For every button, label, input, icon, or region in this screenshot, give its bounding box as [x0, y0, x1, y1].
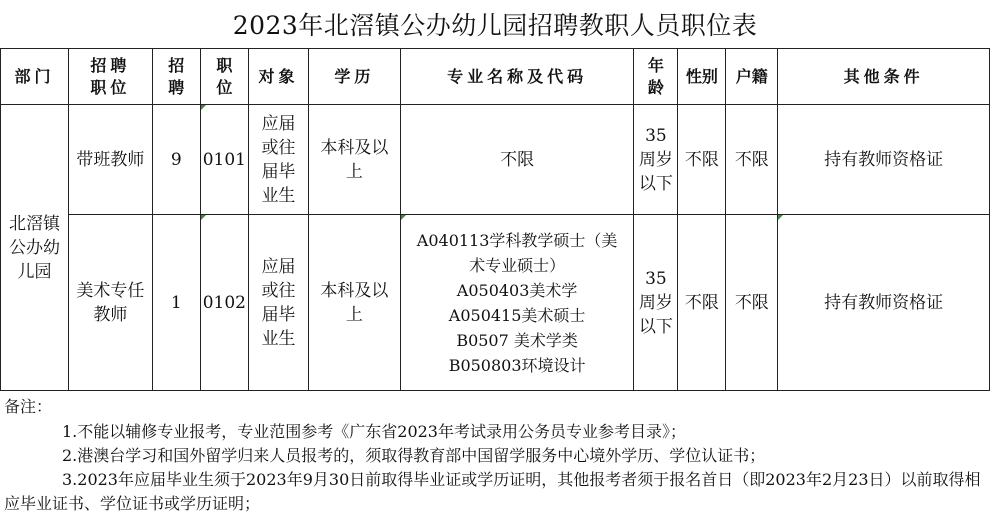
code-cell: 0102: [200, 215, 248, 391]
department-cell: 北滘镇 公办幼 儿园: [1, 105, 69, 391]
note-item: 2.港澳台学习和国外留学归来人员报考的，须取得教育部中国留学服务中心境外学历、学位认证书；: [62, 446, 766, 465]
header-age: 年 龄: [634, 49, 678, 105]
other-cell: 持有教师资格证: [778, 215, 990, 391]
header-count: 招 聘: [152, 49, 200, 105]
other-cell: 持有教师资格证: [778, 105, 990, 215]
edu-cell: 本科及以 上: [308, 105, 400, 215]
huji-cell: 不限: [726, 105, 778, 215]
header-row: [1, 49, 990, 105]
post-cell: 带班教师: [68, 105, 152, 215]
age-cell: 35 周岁 以下: [634, 105, 678, 215]
count-cell: 1: [152, 215, 200, 391]
notes-label: 备注：: [4, 397, 53, 416]
header-dept: 部门: [1, 49, 69, 105]
note-item: 3.2023年应届毕业生须于2023年9月30日前取得毕业证或学历证明，其他报考者须于报名首日（即2023年2月23日）以前取得相应毕业证书、学位证书或学历证明；: [4, 470, 981, 513]
header-target: 对象: [248, 49, 308, 105]
header-gender: 性别: [678, 49, 726, 105]
page-title: 2023年北滘镇公办幼儿园招聘教职人员职位表: [0, 0, 990, 49]
age-cell: 35 周岁 以下: [634, 215, 678, 391]
code-cell: 0101: [200, 105, 248, 215]
target-cell: 应届 或往 届毕 业生: [248, 215, 308, 391]
table-row: [1, 215, 990, 391]
note-item: 1.不能以辅修专业报考，专业范围参考《广东省2023年考试录用公务员专业参考目录》；: [62, 422, 686, 441]
header-code: 职 位: [200, 49, 248, 105]
count-cell: 9: [152, 105, 200, 215]
header-major: 专业名称及代码: [400, 49, 634, 105]
huji-cell: 不限: [726, 215, 778, 391]
header-other: 其他条件: [778, 49, 990, 105]
major-cell: A040113学科教学硕士（美 术专业硕士） A050403美术学 A050415美术硕士 B0507 美术学类 B050803环境设计: [400, 215, 634, 391]
table-row: [1, 105, 990, 215]
gender-cell: 不限: [678, 105, 726, 215]
notes-section: [0, 391, 990, 517]
header-post: 招聘 职位: [68, 49, 152, 105]
target-cell: 应届 或往 届毕 业生: [248, 105, 308, 215]
header-huji: 户籍: [726, 49, 778, 105]
header-edu: 学历: [308, 49, 400, 105]
edu-cell: 本科及以 上: [308, 215, 400, 391]
gender-cell: 不限: [678, 215, 726, 391]
major-cell: 不限: [400, 105, 634, 215]
post-cell: 美术专任 教师: [68, 215, 152, 391]
positions-table: [0, 48, 990, 391]
